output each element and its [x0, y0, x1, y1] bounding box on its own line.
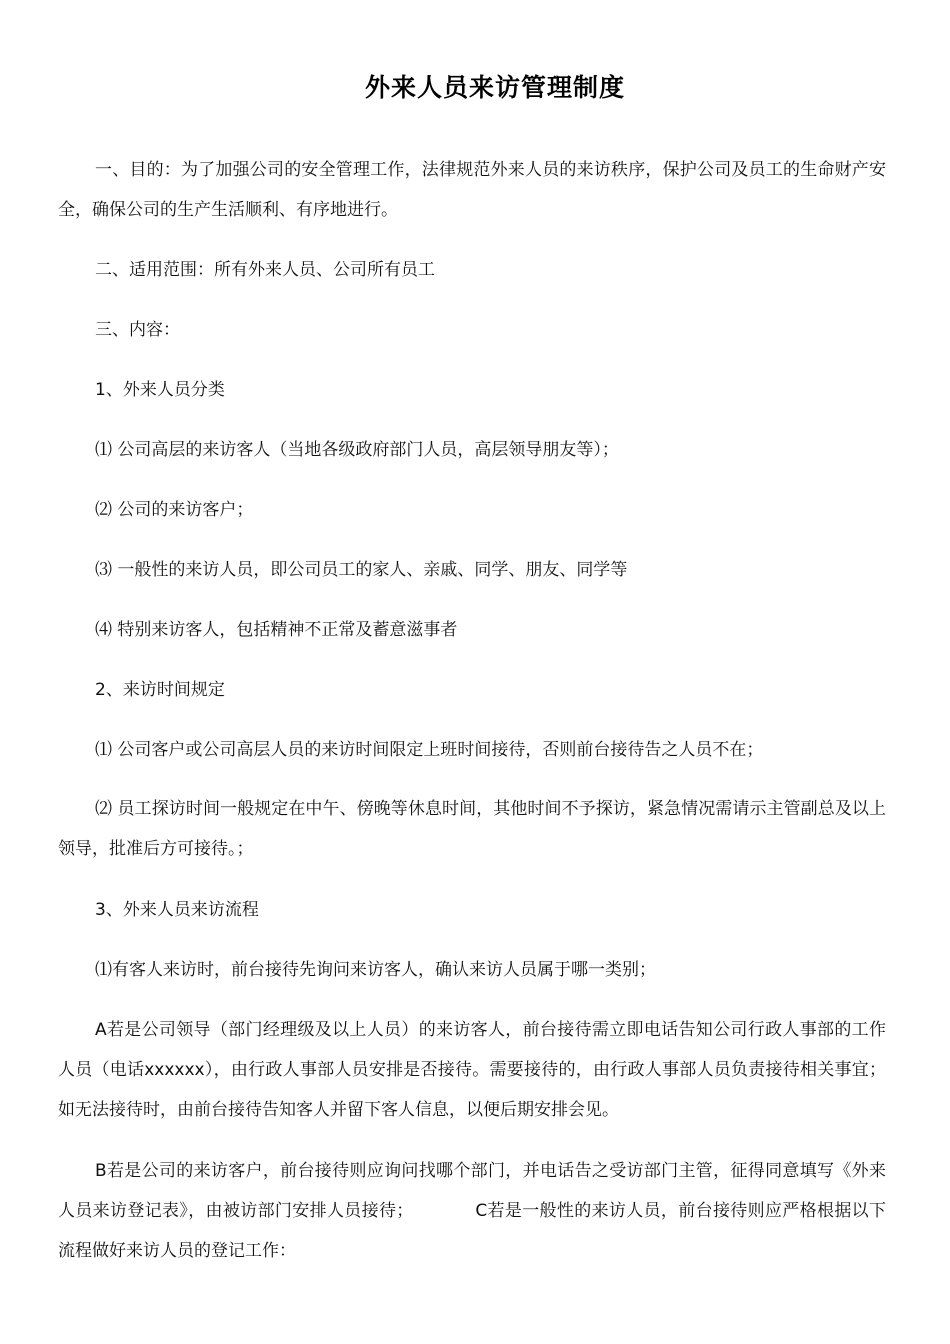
document-title: 外来人员来访管理制度 — [364, 73, 625, 102]
list-item: ⑷ 特别来访客人，包括精神不正常及蓄意滋事者 — [95, 620, 458, 640]
paragraph-bc — [58, 1151, 886, 1271]
list-item: ⑴有客人来访时，前台接待先询问来访客人，确认来访人员属于哪一类别； — [95, 960, 656, 980]
list-item: ⑴ 公司客户或公司高层人员的来访时间限定上班时间接待，否则前台接待告之人员不在； — [95, 740, 764, 760]
scope-line: 二、适用范围：所有外来人员、公司所有员工 — [95, 260, 435, 280]
list-item: ⑵ 公司的来访客户； — [95, 500, 254, 520]
list-item: ⑵ 员工探访时间一般规定在中午、傍晚等休息时间，其他时间不予探访，紧急情况需请示主管副总及以上领导，批准后方可接待。； — [58, 799, 886, 859]
paragraph-a: A若是公司领导（部门经理级及以上人员）的来访客人，前台接待需立即电话告知公司行政人事部的工作人员（电话xxxxxx），由行政人事部人员安排是否接待。需要接待的，由行政人事部人员负责接待相关事宜；如无法接待时，由前台接待告知客人并留下客人信息，以便后期安排会见。 — [58, 1020, 886, 1120]
purpose-paragraph: 一、目的：为了加强公司的安全管理工作，法律规范外来人员的来访秩序，保护公司及员工的生命财产安全，确保公司的生产生活顺利、有序地进行。 — [58, 160, 886, 220]
section-heading-classification: 1、外来人员分类 — [95, 380, 225, 400]
paragraph-b: B若是公司的来访客户，前台接待则应询问找哪个部门，并电话告之受访部门主管，征得同意填写《外来人员来访登记表》，由被访部门安排人员接待； — [58, 1161, 886, 1221]
paragraph-c: C若是一般性的来访人员，前台接待则应严格根据以下流程做好来访人员的登记工作： — [58, 1201, 887, 1261]
section-heading-visit-process: 3、外来人员来访流程 — [95, 900, 259, 920]
list-item: ⑶ 一般性的来访人员，即公司员工的家人、亲戚、同学、朋友、同学等 — [95, 560, 628, 580]
list-item: ⑴ 公司高层的来访客人（当地各级政府部门人员，高层领导朋友等）； — [95, 440, 619, 460]
section-heading-visit-time: 2、来访时间规定 — [95, 680, 225, 700]
content-heading: 三、内容： — [95, 320, 180, 340]
